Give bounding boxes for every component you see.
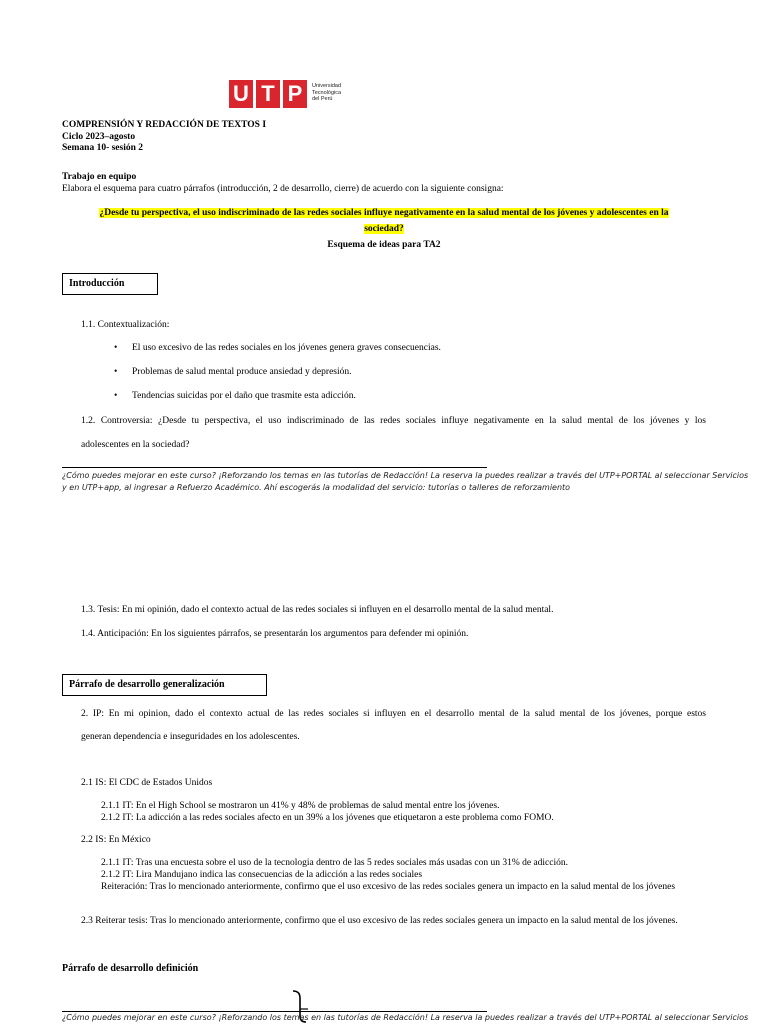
prompt-question-line1: ¿Desde tu perspectiva, el uso indiscriminado de las redes sociales influye negativamente en la salud mental de los jóvenes y adolescentes en la	[99, 208, 669, 218]
logo-subtitle: Universidad Tecnológica del Perú	[312, 83, 342, 102]
prompt-question-line2: sociedad?	[364, 224, 404, 234]
prompt-question	[62, 205, 706, 237]
dev1-is2: 2.2 IS: En México	[81, 835, 151, 845]
utp-logo	[229, 80, 345, 110]
task-instructions: Elabora el esquema para cuatro párrafos (introducción, 2 de desarrollo, cierre) de acuerdo con la siguiente consigna:	[62, 184, 504, 194]
footnote-rule-1	[62, 467, 487, 468]
logo-letter-u: U	[233, 81, 249, 106]
dev2-heading: Párrafo de desarrollo definición	[62, 963, 199, 974]
footnote-1-line2: y en UTP+app, al ingresar a Refuerzo Académico. Ahí escogerás la modalidad del servicio: tutorías o talleres de reforzamiento	[62, 483, 571, 492]
week-label: Semana 10- sesión 2	[62, 143, 144, 153]
controversy-line1: 1.2. Controversia: ¿Desde tu perspectiva, el uso indiscriminado de las redes sociales influye negativamente en la salud mental de los jóvenes y los	[81, 416, 706, 426]
dev1-reiterate-thesis: 2.3 Reiterar tesis: Tras lo mencionado anteriormente, confirmo que el uso excesivo de las redes sociales genera un impacto en la salud mental de los jóvenes.	[81, 916, 678, 926]
dev1-is1: 2.1 IS: El CDC de Estados Unidos	[81, 778, 213, 788]
dev1-is2-item-1: 2.1.1 IT: Tras una encuesta sobre el uso de la tecnologia dentro de las 5 redes sociales más usadas con un 31% de adicción.	[101, 858, 569, 868]
dev1-is2-item-2: 2.1.2 IT: Lira Mandujano indica las consecuencias de la adicción a las redes sociales	[101, 870, 423, 880]
logo-block-u	[229, 80, 253, 108]
thesis-text: 1.3. Tesis: En mi opinión, dado el contexto actual de las redes sociales si influyen en el desarrollo mental de la salud mental.	[81, 605, 554, 615]
contextualization-label: 1.1. Contextualización:	[81, 320, 170, 330]
dev1-ip-line1: 2. IP: En mi opinion, dado el contexto actual de las redes sociales si influyen en el desarrollo mental de la salud mental de los jóvenes, porque estos	[81, 709, 706, 719]
logo-letter-t: T	[261, 81, 275, 106]
footnote-1-line1: ¿Cómo puedes mejorar en este curso? ¡Reforzando los temas en las tutorías de Redacción! La reserva la puedes realizar a través del UTP+PORTAL al seleccionar Servicios	[62, 471, 749, 480]
scheme-title: Esquema de ideas para TA2	[327, 240, 441, 250]
dev1-is1-item-1: 2.1.1 IT: En el High School se mostraron un 41% y 48% de problemas de salud mental entre los jóvenes.	[101, 801, 500, 811]
logo-block-p	[283, 80, 307, 108]
anticipation-text: 1.4. Anticipación: En los siguientes párrafos, se presentarán los argumentos para defender mi opinión.	[81, 629, 469, 639]
cycle-label: Ciclo 2023–agosto	[62, 132, 136, 142]
logo-letter-p: P	[287, 81, 303, 106]
dev1-ip-line2: generan dependencia e inseguridades en los adolescentes.	[81, 732, 300, 742]
controversy-line2: adolescentes en la sociedad?	[81, 440, 190, 450]
intro-heading: Introducción	[62, 273, 158, 295]
footnote-1	[62, 470, 748, 494]
footnote-2: ¿Cómo puedes mejorar en este curso? ¡Reforzando los temas en las tutorías de Redacción! La reserva la puedes realizar a través del UTP+PORTAL al seleccionar Servicios	[62, 1013, 749, 1022]
course-title: COMPRENSIÓN Y REDACCIÓN DE TEXTOS I	[62, 120, 267, 130]
dev1-reiteration: Reiteración: Tras lo mencionado anteriormente, confirmo que el uso excesivo de las redes sociales genera un impacto en la salud mental de los jóvenes	[101, 882, 676, 892]
task-title: Trabajo en equipo	[62, 172, 137, 182]
dev1-is1-item-2: 2.1.2 IT: La adicción a las redes sociales afecto en un 39% a los jóvenes que etiquetaron a este problema como FOMO.	[101, 813, 554, 823]
logo-block-t	[256, 80, 280, 108]
dev1-heading: Párrafo de desarrollo generalización	[62, 674, 267, 696]
